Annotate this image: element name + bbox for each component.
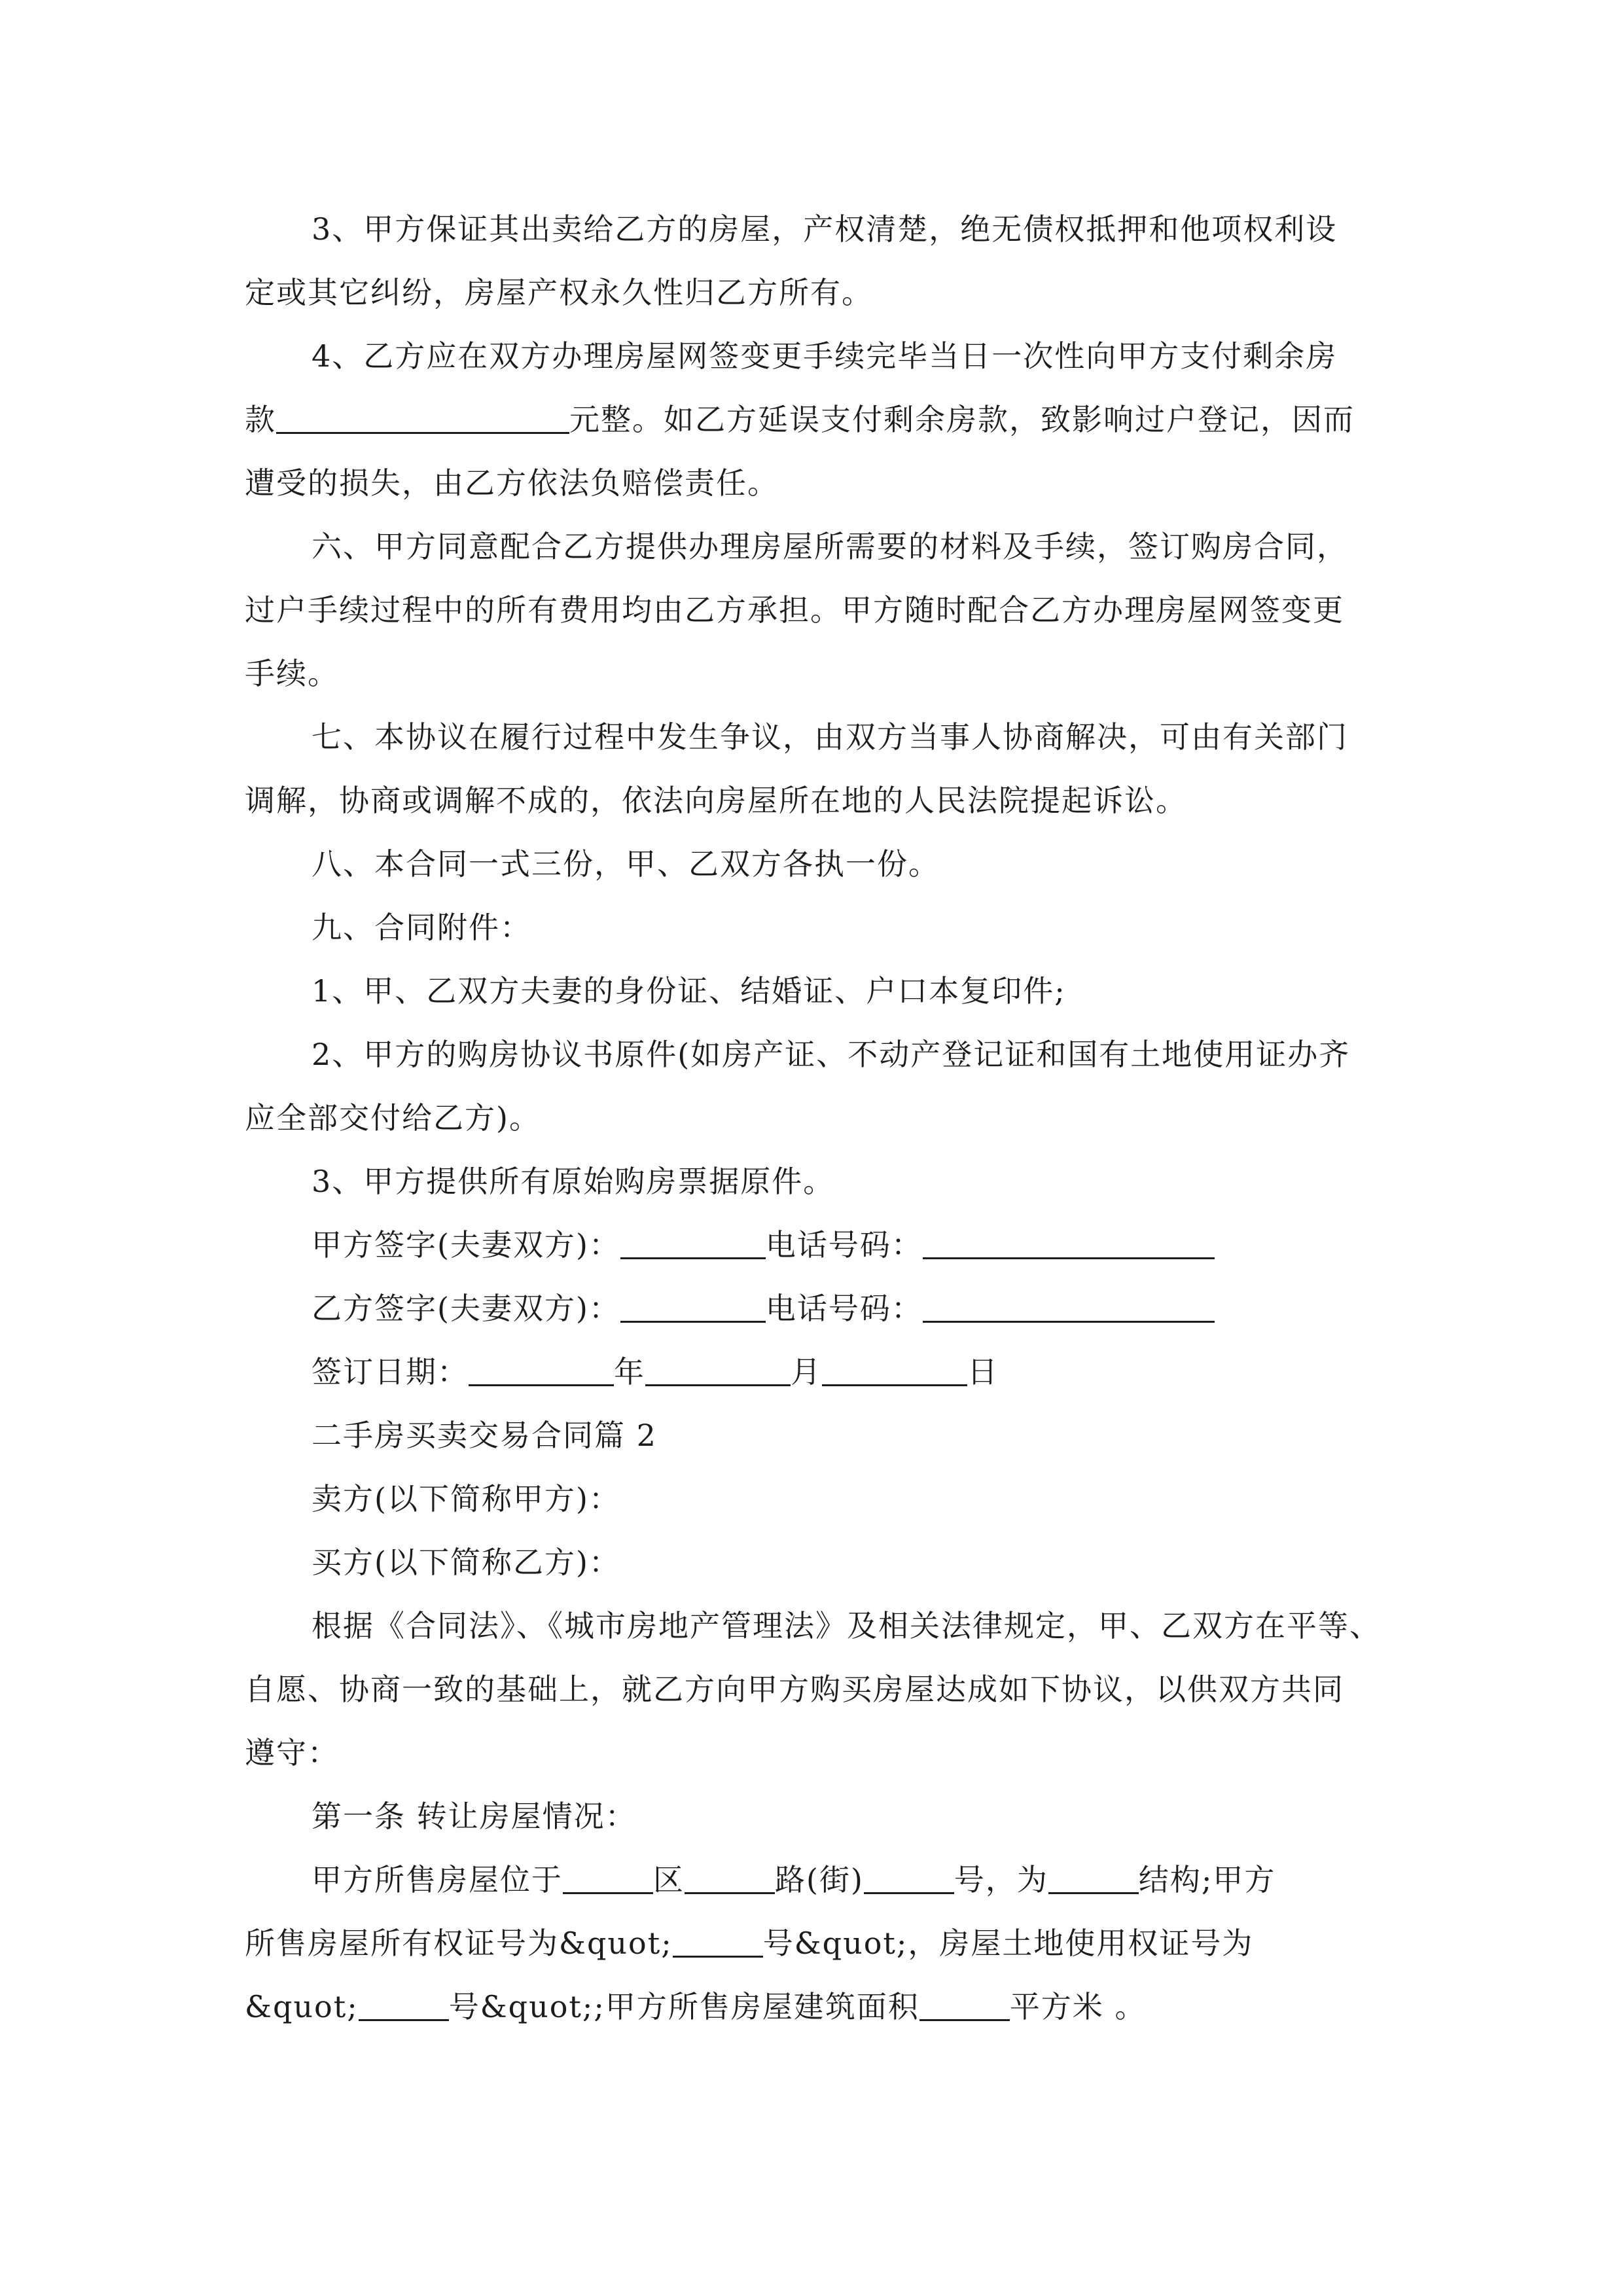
seller-line: 卖方(以下简称甲方)：	[312, 1481, 620, 1516]
label: 签订日期：	[312, 1354, 469, 1390]
clause-9: 九、合同附件：	[312, 910, 531, 945]
text: &quot;	[245, 1989, 359, 2024]
text: 号&quot;，房屋土地使用权证号为	[762, 1926, 1254, 1961]
day-blank[interactable]	[822, 1358, 967, 1386]
clause-6-line-1: 六、甲方同意配合乙方提供办理房屋所需要的材料及手续，签订购房合同，	[312, 529, 1348, 564]
structure-blank[interactable]	[1048, 1866, 1139, 1894]
article-1-line-1	[0, 1859, 1623, 1900]
text: 元整。如乙方延误支付剩余房款，致影响过户登记，因而	[569, 402, 1355, 437]
preamble-line-3: 遵守：	[245, 1735, 339, 1770]
clause-6-line-3: 手续。	[245, 656, 339, 691]
land-cert-blank[interactable]	[359, 1993, 449, 2021]
attachment-1: 1、甲、乙双方夫妻的身份证、结婚证、户口本复印件;	[312, 973, 1066, 1009]
article-1-title: 第一条 转让房屋情况：	[312, 1799, 637, 1834]
label: 日	[967, 1354, 999, 1390]
text: 区	[653, 1862, 685, 1897]
clause-4-line-1: 4、乙方应在双方办理房屋网签变更手续完毕当日一次性向甲方支付剩余房	[312, 338, 1338, 374]
party-a-signature-row	[0, 1225, 1623, 1265]
label: 电话号码：	[765, 1291, 923, 1326]
article-1-line-2	[0, 1923, 1623, 1964]
party-b-phone-blank[interactable]	[923, 1295, 1215, 1323]
ownership-cert-blank[interactable]	[673, 1929, 763, 1958]
road-blank[interactable]	[685, 1866, 775, 1894]
clause-7-line-2: 调解，协商或调解不成的，依法向房屋所在地的人民法院提起诉讼。	[245, 783, 1187, 818]
area-blank[interactable]	[919, 1993, 1010, 2021]
party-a-signature-blank[interactable]	[620, 1231, 766, 1259]
clause-3-line-2: 定或其它纠纷，房屋产权永久性归乙方所有。	[245, 275, 873, 310]
clause-4-line-3: 遭受的损失，由乙方依法负赔偿责任。	[245, 465, 779, 501]
payment-amount-blank[interactable]	[276, 406, 569, 434]
party-b-signature-blank[interactable]	[620, 1295, 766, 1323]
text: 号&quot;;甲方所售房屋建筑面积	[448, 1989, 919, 2024]
month-blank[interactable]	[645, 1358, 791, 1386]
attachment-2-line-2: 应全部交付给乙方)。	[245, 1100, 541, 1136]
clause-4-line-2	[0, 399, 1623, 440]
buyer-line: 买方(以下简称乙方)：	[312, 1545, 620, 1580]
label: 乙方签字(夫妻双方)：	[312, 1291, 620, 1326]
label: 年	[614, 1354, 645, 1390]
party-b-signature-row	[0, 1288, 1623, 1329]
text: 款	[245, 402, 276, 437]
clause-7-line-1: 七、本协议在履行过程中发生争议，由双方当事人协商解决，可由有关部门	[312, 719, 1348, 755]
label: 甲方签字(夫妻双方)：	[312, 1227, 620, 1263]
text: 号，为	[954, 1862, 1048, 1897]
clause-6-line-2: 过户手续过程中的所有费用均由乙方承担。甲方随时配合乙方办理房屋网签变更	[245, 592, 1344, 628]
signing-date-row	[0, 1352, 1623, 1392]
number-blank[interactable]	[864, 1866, 954, 1894]
text: 结构;甲方	[1138, 1862, 1276, 1897]
label: 月	[791, 1354, 822, 1390]
text: 路(街)	[775, 1862, 864, 1897]
text: 所售房屋所有权证号为&quot;	[245, 1926, 673, 1961]
district-blank[interactable]	[563, 1866, 653, 1894]
preamble-line-1: 根据《合同法》、《城市房地产管理法》及相关法律规定，甲、乙双方在平等、	[312, 1608, 1381, 1643]
text: 平方米 。	[1009, 1989, 1147, 2024]
party-a-phone-blank[interactable]	[923, 1231, 1215, 1259]
year-blank[interactable]	[469, 1358, 614, 1386]
text: 甲方所售房屋位于	[312, 1862, 563, 1897]
clause-3-line-1: 3、甲方保证其出卖给乙方的房屋，产权清楚，绝无债权抵押和他项权利设	[312, 211, 1338, 247]
preamble-line-2: 自愿、协商一致的基础上，就乙方向甲方购买房屋达成如下协议，以供双方共同	[245, 1672, 1344, 1707]
article-1-line-3	[0, 1986, 1623, 2027]
section-title: 二手房买卖交易合同篇 2	[312, 1418, 657, 1453]
attachment-3: 3、甲方提供所有原始购房票据原件。	[312, 1164, 835, 1199]
clause-8: 八、本合同一式三份，甲、乙双方各执一份。	[312, 846, 940, 882]
label: 电话号码：	[765, 1227, 923, 1263]
attachment-2-line-1: 2、甲方的购房协议书原件(如房产证、不动产登记证和国有土地使用证办齐	[312, 1037, 1351, 1072]
